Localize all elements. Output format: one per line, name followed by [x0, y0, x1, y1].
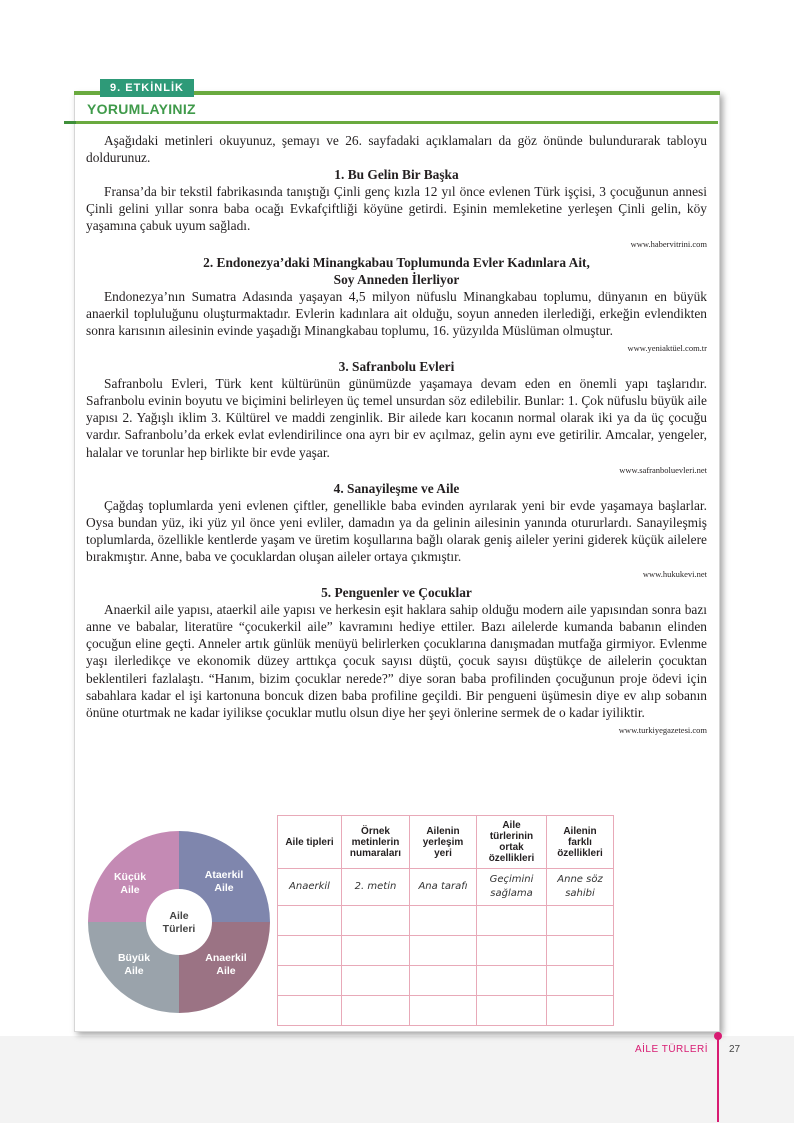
section-1-body: Fransa’da bir tekstil fabrikasında tanıştığı Çinli genç kızla 12 yıl önce evlenen Türk işçisi, 3 çocuğunun annesi Çinli gelini yıllar sonra baba ocağı Evkafçiftliği köyüne getirdi. Eşinin memleketine yerleşen Çinli gelin, köy yaşamına çabuk uyum sağladı.: [86, 184, 707, 234]
cell-text: Anaerkil: [289, 881, 330, 892]
family-types-diagram: [88, 830, 270, 1014]
header-yerlesim-yeri: [410, 816, 477, 869]
footer-chapter-label: AİLE TÜRLERİ: [634, 1044, 708, 1055]
header-line: ortak: [499, 842, 524, 853]
empty-cell[interactable]: [278, 966, 342, 996]
section-5-body: Anaerkil aile yapısı, ataerkil aile yapısı ve herkesin eşit haklara sahip olduğu modern aile yapısından sonra bazı anne ve babalar, literatüre “çocukerkil aile” kavramını hediye ettiler. Bazı ailelerde kumanda babanın elinden çocuğun eline geçti. Anneler artık günlük menüyü belirlerken çocuklarına danışmadan mutfağa girmiyor. Evlenme yaşı ilerledikçe ve ekonomik düzey arttıkça çocuk sayısı düştü, çocuk sayısı düştükçe de ailelerin çocuktan beklentileri fazlalaştı. “Hanım, bizim çocuklar nerede?” diye soran baba profilinden çocuğunun proje ödevi için sabahlara kadar el işi kartonuna boncuk dizen baba profiline geçildi. Bir pengueni üşümesin diye ev alıp sobanın önüne oturtmak ne kadar iyilikse çocuklar mutlu olsun diye her şeyi önlerine sermek de o kadar iyiliktir.: [86, 602, 707, 720]
empty-cell[interactable]: [547, 996, 614, 1026]
section-3-source: www.safranboluevleri.net: [619, 464, 707, 475]
header-line: yeri: [434, 847, 452, 859]
section-2-source: www.yeniaktüel.com.tr: [627, 343, 707, 354]
table-row: [278, 869, 614, 906]
empty-cell[interactable]: [410, 936, 477, 966]
cell-metin-no[interactable]: [342, 869, 410, 906]
header-line: Aile tipleri: [285, 836, 334, 848]
empty-cell[interactable]: [477, 996, 547, 1026]
section-4-body: Çağdaş toplumlarda yeni evlenen çiftler, genellikle baba evinden ayrılarak yeni bir evde yaşamaya başlarlar. Oysa bundan yüz, iki yüz yıl önce yeni evliler, damadın ya da gelinin ailesinin yanında otururlardı. Sanayileşmiş toplumlarda, özellikle kentlerde yaşam ve üretim koşullarına bağlı olarak geniş aileler yerini giderek küçük ailelere bırakmıştır. Anne, baba ve çocuklardan oluşan aileler ortaya çıkmıştır.: [86, 497, 707, 564]
center-label-1: Aile: [169, 910, 189, 922]
header-aile-tipleri: [278, 816, 342, 869]
table-row-empty: [278, 906, 614, 936]
label-ataerkil-aile-2: Aile: [214, 882, 234, 894]
page-number: 27: [729, 1044, 741, 1055]
header-line: Örnek: [361, 825, 390, 837]
section-4-source: www.hukukevi.net: [642, 569, 707, 580]
empty-cell[interactable]: [410, 996, 477, 1026]
empty-cell[interactable]: [410, 906, 477, 936]
cell-yerlesim[interactable]: [410, 869, 477, 906]
header-line: Aile: [502, 820, 521, 831]
section-1-source: www.habervitrini.com: [630, 238, 707, 249]
section-2-title-line2: Soy Anneden İlerliyor: [333, 271, 460, 287]
label-kucuk-aile-1: Küçük: [113, 871, 147, 883]
heading-rule: [64, 121, 718, 124]
answer-table: [277, 815, 614, 1026]
instructions: Aşağıdaki metinleri okuyunuz, şemayı ve 26. sayfadaki açıklamaları da göz önünde bulundurarak tabloyu doldurunuz.: [86, 133, 707, 166]
cell-text: Geçimini: [489, 874, 534, 885]
header-line: numaraları: [349, 847, 402, 859]
header-line: metinlerin: [351, 836, 400, 848]
section-3-title: 3. Safranbolu Evleri: [338, 359, 455, 375]
header-line: türlerinin: [489, 831, 534, 842]
table-row-empty: [278, 966, 614, 996]
empty-cell[interactable]: [342, 966, 410, 996]
cell-text: 2. metin: [354, 881, 397, 892]
cell-text: sahibi: [565, 888, 595, 899]
header-line: farklı: [568, 836, 592, 848]
empty-cell[interactable]: [278, 906, 342, 936]
empty-cell[interactable]: [342, 906, 410, 936]
footer-marker-line: [717, 1036, 719, 1122]
header-line: Ailenin: [563, 825, 597, 837]
footer-marker-dot: [714, 1032, 722, 1040]
header-line: özellikleri: [557, 847, 603, 859]
header-farkli-ozellikler: [547, 816, 614, 869]
empty-cell[interactable]: [477, 936, 547, 966]
empty-cell[interactable]: [547, 936, 614, 966]
label-ataerkil-aile-1: Ataerkil: [204, 869, 244, 881]
label-kucuk-aile-2: Aile: [120, 884, 140, 896]
section-5-title: 5. Penguenler ve Çocuklar: [321, 585, 472, 601]
cell-ortak[interactable]: [477, 869, 547, 906]
reading-texts: [86, 132, 707, 740]
table-header-row: [278, 816, 614, 869]
label-anaerkil-aile-1: Anaerkil: [205, 952, 247, 964]
empty-cell[interactable]: [278, 936, 342, 966]
empty-cell[interactable]: [547, 906, 614, 936]
header-line: yerleşim: [422, 836, 464, 848]
section-3-body: Safranbolu Evleri, Türk kent kültürünün günümüzde yaşamaya devam eden en önemli yapı taşlarıdır. Safranbolu evinin boyutu ve biçimini belirleyen üç temel unsurdan söz edilebilir. Bunlar: 1. Çok nüfuslu büyük aile yapısı 2. Yağışlı iklim 3. Kültürel ve maddi zenginlik. Bir ailede karı kocanın normal olarak iki ya da üç çocuğu vardır. Safranbolu’da erkek evlat evlendirilince ona ayrı bir ev açılmaz, gelin aynı eve getirilir. Amcalar, yengeler, halalar ve torunlar hep birlikte bir evde yaşar.: [86, 376, 707, 460]
label-anaerkil-aile-2: Aile: [216, 965, 236, 977]
cell-text: Ana tarafı: [418, 881, 468, 892]
table-row-empty: [278, 936, 614, 966]
cell-farkli[interactable]: [547, 869, 614, 906]
empty-cell[interactable]: [410, 966, 477, 996]
empty-cell[interactable]: [477, 906, 547, 936]
cell-text: sağlama: [490, 888, 533, 899]
label-buyuk-aile-2: Aile: [124, 965, 144, 977]
cell-text: Anne söz: [557, 874, 603, 885]
section-2-title: 2. Endonezya’daki Minangkabau Toplumunda Evler Kadınlara Ait,: [203, 254, 590, 270]
section-1-title: 1. Bu Gelin Bir Başka: [334, 167, 459, 183]
header-ortak-ozellikler: [477, 816, 547, 869]
label-buyuk-aile-1: Büyük: [117, 952, 151, 964]
header-line: özellikleri: [488, 853, 535, 864]
diagram-center: [146, 889, 212, 955]
header-ornek-metinler: [342, 816, 410, 869]
cell-aile-tipi[interactable]: [278, 869, 342, 906]
activity-tag: 9. ETKİNLİK: [100, 79, 194, 97]
center-label-2: Türleri: [162, 923, 196, 935]
section-4-title: 4. Sanayileşme ve Aile: [333, 480, 460, 496]
empty-cell[interactable]: [342, 996, 410, 1026]
empty-cell[interactable]: [342, 936, 410, 966]
section-5-source: www.turkiyegazetesi.com: [618, 724, 707, 735]
header-line: Ailenin: [426, 825, 460, 837]
table-row-empty: [278, 996, 614, 1026]
empty-cell[interactable]: [477, 966, 547, 996]
empty-cell[interactable]: [278, 996, 342, 1026]
empty-cell[interactable]: [547, 966, 614, 996]
section-2-body: Endonezya’nın Sumatra Adasında yaşayan 4,5 milyon nüfuslu Minangkabau toplumu, dünyanın en büyük anaerkil topluluğunu oluşturmaktadır. Evlerin kadınlara ait olduğu, soyun anneden ilerlediği, erkeğin evlendikten sonra karısının ailesinin evinde yaşadığı Minangkabau toplumu, 16. yüzyılda Müslüman olmuştur.: [86, 288, 707, 338]
activity-heading: YORUMLAYINIZ: [87, 101, 196, 117]
